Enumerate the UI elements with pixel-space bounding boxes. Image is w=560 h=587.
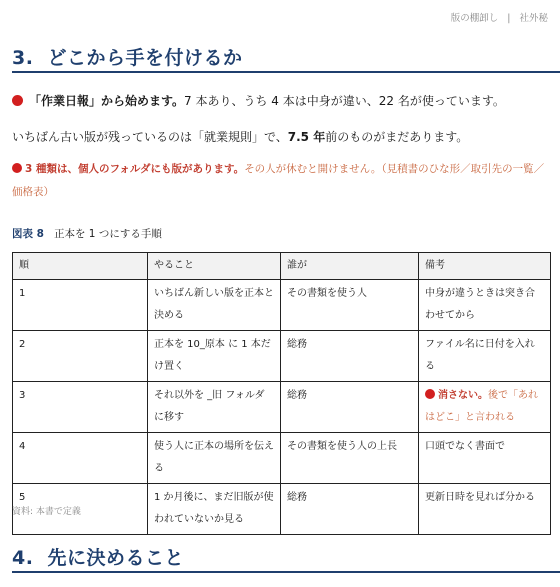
col-header-who: 誰が: [281, 253, 419, 280]
section-4-heading: [12, 543, 184, 570]
table-row: [13, 280, 551, 331]
header-confidential: 社外秘: [519, 13, 548, 24]
cell-order: 4: [13, 433, 148, 484]
table-row: [13, 331, 551, 382]
cell-task: 1 か月後に、まだ旧版が使われていないか見る: [148, 484, 281, 535]
table-row: [13, 484, 551, 535]
col-header-order: 順: [13, 253, 148, 280]
cell-remarks: [419, 382, 551, 433]
table-caption: [12, 226, 162, 241]
cell-order: 5: [13, 484, 148, 535]
header-separator: |: [507, 13, 511, 24]
procedure-table: [12, 252, 551, 535]
caption-text: 正本を 1 つにする手順: [53, 228, 162, 240]
cell-task: いちばん新しい版を正本と決める: [148, 280, 281, 331]
cell-who: 総務: [281, 331, 419, 382]
p2-pre: いちばん古い版が残っているのは「就業規則」で、: [12, 130, 288, 144]
cell-remarks: 更新日時を見れば分かる: [419, 484, 551, 535]
cell-order: 2: [13, 331, 148, 382]
running-header: [451, 10, 548, 24]
cell-task: 使う人に正本の場所を伝える: [148, 433, 281, 484]
section-3-heading: [12, 43, 242, 70]
table-source: 資料: 本書で定義: [12, 507, 81, 517]
col-header-remarks: 備考: [419, 253, 551, 280]
cell-who: 総務: [281, 484, 419, 535]
section-4-number: 4.: [12, 547, 34, 569]
cell-remarks: 口頭でなく書面で: [419, 433, 551, 484]
caption-label: 図表 8: [12, 228, 44, 240]
table-row: [13, 382, 551, 433]
section-4-rule: [12, 571, 560, 573]
table-row: [13, 433, 551, 484]
cell-who: その書類を使う人: [281, 280, 419, 331]
note-paren: （見積書のひな形／取引先の一覧／価格表）: [12, 163, 545, 198]
section-4-title: 先に決めること: [47, 547, 184, 569]
p1-bold: 「作業日報」から始めます。: [29, 94, 185, 108]
cell-remarks: 中身が違うときは突き合わせてから: [419, 280, 551, 331]
cell-order: 3: [13, 382, 148, 433]
section-3-title: どこから手を付けるか: [47, 47, 243, 69]
cell-task: それ以外を _旧 フォルダに移す: [148, 382, 281, 433]
cell-remarks: ファイル名に日付を入れる: [419, 331, 551, 382]
table-header-row: [13, 253, 551, 280]
paragraph-start-point: [12, 92, 550, 110]
cell-order: 1: [13, 280, 148, 331]
cell-who: その書類を使う人の上長: [281, 433, 419, 484]
remarks-warning: 消さない。: [438, 390, 488, 401]
header-doc-name: 版の棚卸し: [450, 13, 499, 24]
cell-who: 総務: [281, 382, 419, 433]
p1-rest: 7 本あり、うち 4 本は中身が違い、22 名が使っています。: [184, 94, 505, 108]
red-bullet-icon: [12, 163, 22, 173]
section-3-number: 3.: [12, 47, 34, 69]
p2-bold: 7.5 年: [287, 130, 326, 144]
cell-task: 正本を 10_原本 に 1 本だけ置く: [148, 331, 281, 382]
p2-post: 前のものがまだあります。: [325, 130, 469, 144]
red-bullet-icon: [425, 389, 435, 399]
red-bullet-icon: [12, 95, 23, 106]
note-bold: 3 種類は、個人のフォルダにも版があります。: [25, 163, 245, 175]
warning-note: [12, 158, 550, 204]
paragraph-oldest-version: [12, 128, 550, 146]
col-header-task: やること: [148, 253, 281, 280]
section-3-rule: [12, 71, 560, 73]
remarks-warning-rest: 後で「あれはどこ」と言われる: [425, 390, 538, 423]
note-mid: その人が休むと開けません。: [244, 163, 382, 175]
